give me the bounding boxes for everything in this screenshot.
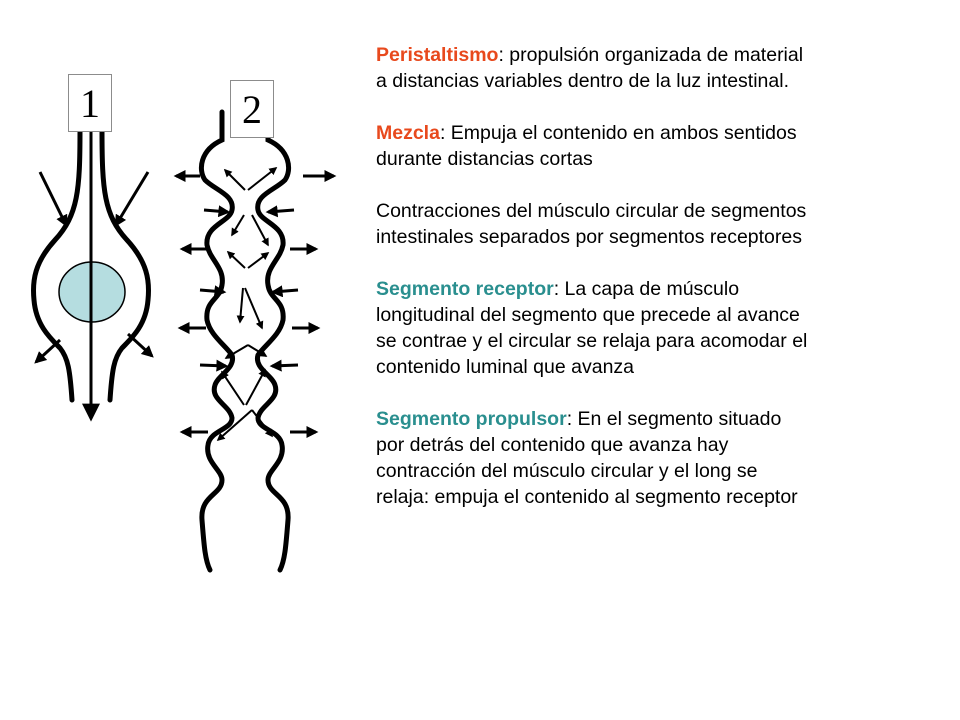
definition-text: : propulsión organizada de material a distancias variables dentro de la luz intestinal.: [376, 44, 804, 92]
definition-text: Contracciones del músculo circular de segmentos intestinales separados por segmentos receptores: [376, 200, 807, 248]
term: Segmento receptor: [376, 278, 554, 300]
diagram-2-label: 2: [230, 80, 274, 138]
peristalsis-diagram: [0, 0, 360, 600]
definition-text: : En el segmento situado por detrás del contenido que avanza hay contracción del músculo circular y el long se relaja: empuja el contenido al segmento receptor: [376, 408, 798, 508]
term: Segmento propulsor: [376, 408, 567, 430]
term: Mezcla: [376, 122, 440, 144]
diagram-2-outer-arrows: [176, 176, 334, 432]
diagram-2-inner-arrows: [218, 168, 276, 440]
definition-mezcla: [376, 120, 936, 172]
diagram-1-label: 1: [68, 74, 112, 132]
diagram-2-tube: [201, 112, 288, 570]
definition-text: : La capa de músculo longitudinal del segmento que precede al avance se contrae y el circular se relaja para acomodar el contenido luminal que avanza: [376, 278, 808, 378]
definition-segmento-receptor: [376, 276, 936, 380]
definition-segmento-propulsor: [376, 406, 936, 510]
definition-contracciones: [376, 198, 936, 250]
definition-peristaltismo: [376, 42, 936, 94]
term: Peristaltismo: [376, 44, 499, 66]
definition-text: : Empuja el contenido en ambos sentidos durante distancias cortas: [376, 122, 797, 170]
definitions-panel: [376, 42, 936, 536]
